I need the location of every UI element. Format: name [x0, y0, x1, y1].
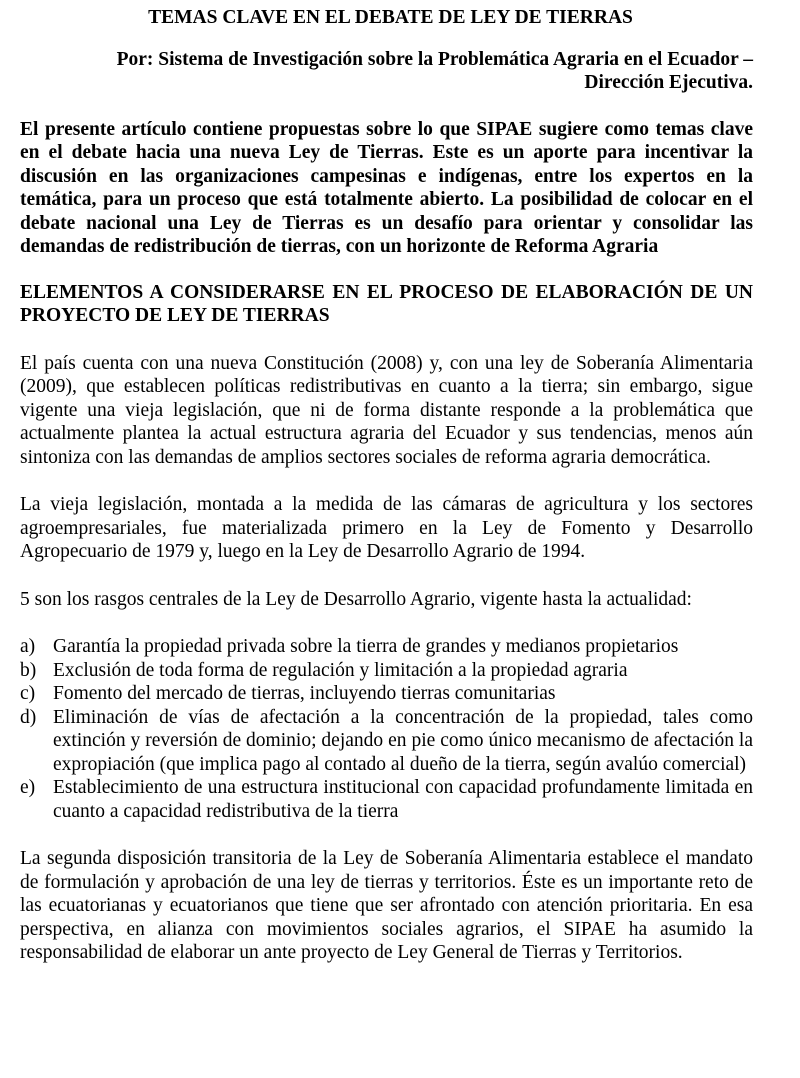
list-item-marker: c)	[20, 683, 36, 704]
section-heading: ELEMENTOS A CONSIDERARSE EN EL PROCESO DE ELABORACIÓN DE UN PROYECTO DE LEY DE TIERRAS	[20, 281, 753, 326]
law-features-list	[20, 635, 753, 823]
list-item-text: Eliminación de vías de afectación a la concentración de la propiedad, tales como extinción y reversión de dominio; dejando en pie como único mecanismo de afectación la expropiación (que implica pago al contado al dueño de la tierra, según avalúo comercial)	[53, 706, 753, 775]
author-byline-line-1: Por: Sistema de Investigación sobre la Problemática Agraria en el Ecuador –	[116, 48, 753, 70]
body-paragraph-constitution: El país cuenta con una nueva Constitución (2008) y, con una ley de Soberanía Alimentaria (2009), que establecen políticas redistributivas en cuanto a la tierra; sin embargo, sigue vigente una vieja legislación, que ni de forma distante responde a la problemática que actualmente plantea la actual estructura agraria del Ecuador y sus tendencias, menos aún sintoniza con las demandas de amplios sectores sociales de reforma agraria democrática.	[20, 352, 753, 468]
list-item-marker: d)	[20, 706, 37, 728]
body-paragraph-features-intro: 5 son los rasgos centrales de la Ley de Desarrollo Agrario, vigente hasta la actualidad:	[20, 588, 692, 610]
body-paragraph-closing: La segunda disposición transitoria de la Ley de Soberanía Alimentaria establece el mandato de formulación y aprobación de una ley de tierras y territorios. Éste es un importante reto de las ecuatorianas y ecuatorianos que tiene que ser afrontado con atención prioritaria. En esa perspectiva, en alianza con movimientos sociales agrarios, el SIPAE ha asumido la responsabilidad de elaborar un ante proyecto de Ley General de Tierras y Territorios.	[20, 848, 753, 963]
list-item	[20, 776, 753, 823]
list-item-text: Garantía la propiedad privada sobre la tierra de grandes y medianos propietarios	[53, 636, 679, 657]
author-byline	[20, 48, 753, 95]
list-item	[20, 659, 753, 683]
document-title: TEMAS CLAVE EN EL DEBATE DE LEY DE TIERRAS	[148, 7, 633, 28]
abstract-paragraph: El presente artículo contiene propuestas sobre lo que SIPAE sugiere como temas clave en el debate hacia una nueva Ley de Tierras. Este es un aporte para incentivar la discusión en las organizaciones campesinas e indígenas, entre los expertos en la temática, para un proceso que está totalmente abierto. La posibilidad de colocar en el debate nacional una Ley de Tierras es un desafío para orientar y consolidar las demandas de redistribución de tierras, con un horizonte de Reforma Agraria	[20, 118, 753, 257]
list-item	[20, 706, 753, 777]
list-item	[20, 682, 753, 706]
list-item-text: Exclusión de toda forma de regulación y limitación a la propiedad agraria	[53, 659, 628, 681]
list-item	[20, 635, 753, 659]
author-byline-line-2: Dirección Ejecutiva.	[584, 72, 753, 93]
list-item-text: Establecimiento de una estructura institucional con capacidad profundamente limitada en cuanto a capacidad redistributiva de la tierra	[53, 777, 753, 822]
list-item-marker: a)	[20, 636, 36, 657]
list-item-text: Fomento del mercado de tierras, incluyendo tierras comunitarias	[53, 683, 556, 704]
list-item-marker: b)	[20, 659, 37, 681]
list-item-marker: e)	[20, 777, 36, 798]
body-paragraph-old-legislation: La vieja legislación, montada a la medida de las cámaras de agricultura y los sectores agroempresariales, fue materializada primero en la Ley de Fomento y Desarrollo Agropecuario de 1979 y, luego en la Ley de Desarrollo Agrario de 1994.	[20, 494, 753, 562]
